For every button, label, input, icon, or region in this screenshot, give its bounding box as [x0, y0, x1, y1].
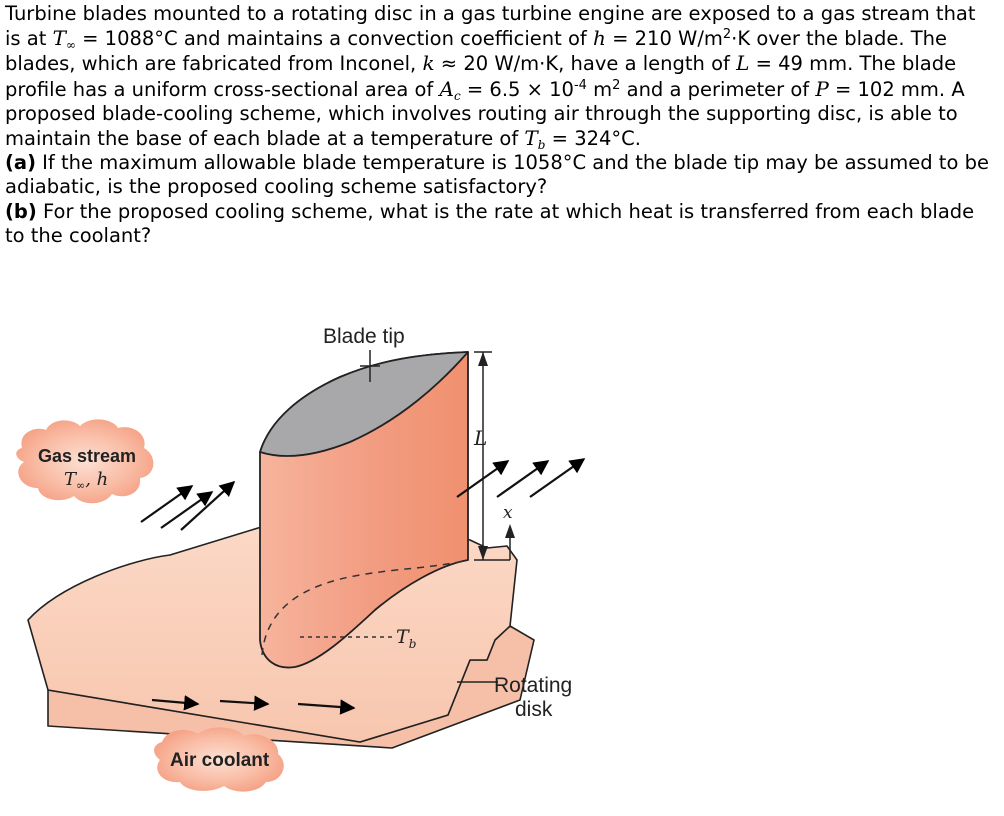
problem-intro: Turbine blades mounted to a rotating disc in a gas turbine engine are exposed to a gas stream that is at $T_\infty = 1088^\circ C$ and maintains a convection coefficient of h = 210 $W/m^2\cdot K$ over the blade. The blades, which are fabricated from Inconel, k ≈ 20 W/m·K, have a length of L = 49 mm. The blade profile has a uniform cross-sectional area of $A_c = 6.5 \times 10^{-4}$ $m^2$ and a perimeter of P = 102 mm. A proposed blade-cooling scheme, which involves routing air through the supporting disc, is able to maintain the base of each blade at a temperature of $T_b = 324^\circ C$. [5, 2, 976, 153]
length-arrow-top [478, 352, 488, 366]
x-axis-arrow [505, 524, 515, 538]
gas-arrow-1 [141, 486, 192, 522]
gas-stream-vars: $T_\infty$, h [64, 469, 109, 492]
part-b: (b) For the proposed cooling scheme, what is the rate at which heat is transferred from each blade to the coolant? [5, 199, 975, 247]
gas-arrow-5 [497, 461, 548, 497]
blade-tip-label: Blade tip [323, 325, 405, 348]
gas-inf-subscript: ∞ [76, 479, 86, 492]
air-coolant-label: Air coolant [170, 750, 270, 771]
disk-label: disk [515, 698, 553, 721]
x-label: x [503, 503, 513, 523]
tb-subscript: b [408, 637, 417, 651]
gas-arrow-6 [530, 459, 584, 497]
length-label: L [474, 426, 488, 450]
part-a: (a) If the maximum allowable blade temperature is 1058°C and the blade tip may be assumed to be adiabatic, is the proposed cooling scheme satisfactory? [5, 151, 989, 199]
gas-stream-label: Gas stream [38, 446, 137, 466]
tb-label: $T_b$ [396, 626, 417, 651]
rotating-label: Rotating [494, 674, 573, 697]
